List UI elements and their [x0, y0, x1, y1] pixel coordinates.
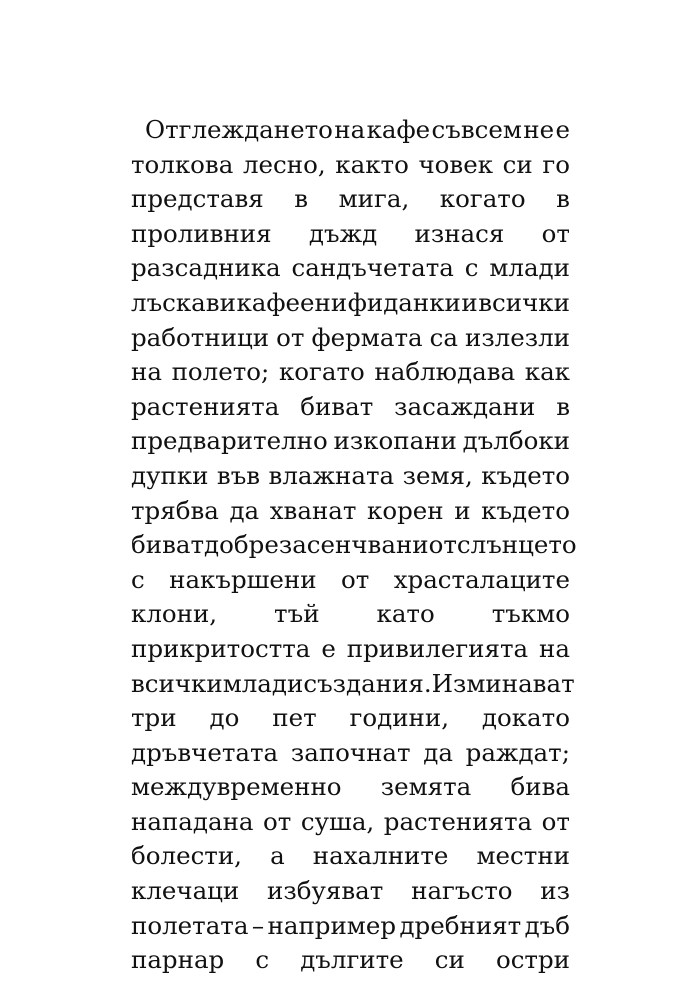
- word: Изминават: [431, 668, 575, 698]
- word: корен: [367, 495, 444, 525]
- word: полетата: [131, 910, 249, 940]
- word: храсталаците: [393, 564, 570, 594]
- word: клечаци: [131, 876, 240, 906]
- word: съвсем: [431, 115, 522, 144]
- word: дъб: [524, 910, 570, 940]
- word: дъжд: [308, 218, 378, 248]
- text-line: [131, 563, 570, 598]
- text-line: [131, 597, 570, 632]
- text-line: [131, 528, 577, 563]
- word: изкопани: [333, 426, 457, 456]
- word: Отглеждането: [145, 115, 333, 144]
- text-line: [131, 251, 570, 286]
- text-line: [131, 736, 570, 771]
- word: дългите: [300, 945, 404, 975]
- text-line: [131, 390, 570, 425]
- word: сандъчетата: [291, 253, 454, 283]
- word: привилегията: [346, 633, 529, 663]
- word: от: [428, 530, 457, 560]
- word: биват: [131, 530, 205, 560]
- word: –: [251, 910, 265, 940]
- word: влажната: [268, 460, 395, 490]
- word: да: [229, 495, 260, 525]
- word: от: [263, 806, 292, 836]
- word: когато: [278, 357, 365, 387]
- word: с: [255, 945, 270, 975]
- word: междувременно: [131, 772, 342, 802]
- word: накършени: [169, 564, 317, 594]
- word: представя: [131, 184, 264, 214]
- word: всички: [131, 668, 223, 698]
- word: земята: [380, 772, 472, 802]
- word: го: [542, 149, 570, 179]
- text-line: [131, 667, 575, 702]
- word: на: [131, 357, 162, 387]
- word: трябва: [131, 495, 219, 525]
- word: когато: [439, 184, 526, 214]
- word: като: [376, 599, 435, 629]
- word: дребният: [399, 910, 522, 940]
- word: си: [502, 149, 533, 179]
- word: остри: [495, 945, 570, 975]
- text-line: [131, 943, 570, 978]
- word: фермата: [311, 322, 423, 352]
- word: години,: [349, 703, 449, 733]
- text-line: [131, 909, 570, 944]
- word: лесно,: [242, 149, 326, 179]
- word: слънцето: [456, 530, 577, 560]
- word: раждат;: [465, 737, 570, 767]
- text-line: [131, 286, 570, 321]
- word: изнася: [414, 218, 505, 248]
- text-line: [131, 459, 570, 494]
- text-line: [131, 424, 570, 459]
- word: суша,: [300, 806, 375, 836]
- word: болести,: [131, 841, 242, 871]
- text-line: [131, 805, 570, 840]
- word: нахалните: [312, 841, 449, 871]
- text-line: [131, 701, 570, 736]
- word: с: [131, 564, 145, 594]
- word: си: [434, 945, 465, 975]
- text-line: [131, 113, 570, 148]
- word: излезли: [464, 322, 570, 352]
- word: до: [209, 703, 240, 733]
- text-line: [131, 355, 570, 390]
- word: в: [294, 184, 309, 214]
- word: докато: [481, 703, 570, 733]
- text-line: [131, 770, 570, 805]
- text-line: [131, 217, 570, 252]
- word: създания.: [303, 668, 432, 698]
- word: не: [523, 115, 555, 144]
- word: растенията: [131, 391, 280, 421]
- word: наблюдава: [374, 357, 516, 387]
- word: клони,: [131, 599, 218, 629]
- word: от: [276, 322, 305, 352]
- text-line: [131, 182, 570, 217]
- word: и: [454, 495, 471, 525]
- word: бива: [510, 772, 570, 802]
- word: е: [321, 633, 336, 663]
- word: са: [429, 322, 458, 352]
- text-line: [131, 321, 570, 356]
- word: местни: [476, 841, 570, 871]
- word: толкова: [131, 149, 234, 179]
- body-paragraph: [131, 113, 577, 978]
- text-line: [131, 148, 570, 183]
- word: млади: [222, 668, 304, 698]
- word: всички: [478, 287, 570, 317]
- word: където: [481, 495, 570, 525]
- word: избуяват: [267, 876, 384, 906]
- word: три: [131, 703, 177, 733]
- word: земя,: [402, 460, 473, 490]
- text-line: [131, 494, 570, 529]
- word: фиданки: [347, 287, 461, 317]
- word: засаждани: [394, 391, 536, 421]
- word: дълбоки: [462, 426, 570, 456]
- text-line: [131, 874, 570, 909]
- word: в: [556, 184, 570, 214]
- word: пет: [272, 703, 317, 733]
- word: разсадника: [131, 253, 281, 283]
- word: млади: [489, 253, 570, 283]
- word: от: [541, 218, 570, 248]
- word: започнат: [290, 737, 411, 767]
- word: добре: [204, 530, 279, 560]
- word: нагъсто: [411, 876, 513, 906]
- word: тъй: [274, 599, 320, 629]
- word: предварително: [131, 426, 328, 456]
- word: например: [267, 910, 397, 940]
- word: където: [481, 460, 570, 490]
- word: е: [555, 115, 570, 144]
- word: прикритостта: [131, 633, 311, 663]
- word: как: [524, 357, 570, 387]
- word: във: [216, 460, 261, 490]
- word: кафе: [366, 115, 431, 144]
- word: проливния: [131, 218, 272, 248]
- text-line: [131, 839, 570, 874]
- word: както: [335, 149, 409, 179]
- word: на: [334, 115, 366, 144]
- word: из: [540, 876, 570, 906]
- word: с: [464, 253, 479, 283]
- word: парнар: [131, 945, 225, 975]
- word: тъкмо: [491, 599, 570, 629]
- word: растенията: [383, 806, 533, 836]
- word: на: [539, 633, 570, 663]
- word: и: [461, 287, 478, 317]
- word: а: [270, 841, 285, 871]
- word: работници: [131, 322, 270, 352]
- word: нападана: [131, 806, 254, 836]
- word: човек: [418, 149, 494, 179]
- word: от: [340, 564, 370, 594]
- word: да: [423, 737, 453, 767]
- word: от: [541, 806, 570, 836]
- word: в: [556, 391, 570, 421]
- word: засенчвани: [278, 530, 429, 560]
- text-line: [131, 632, 570, 667]
- word: лъскави: [131, 287, 236, 317]
- word: биват: [300, 391, 374, 421]
- word: хванат: [269, 495, 357, 525]
- word: мига,: [338, 184, 410, 214]
- word: полето;: [171, 357, 270, 387]
- word: кафеени: [236, 287, 348, 317]
- word: дръвчетата: [131, 737, 279, 767]
- word: дупки: [131, 460, 209, 490]
